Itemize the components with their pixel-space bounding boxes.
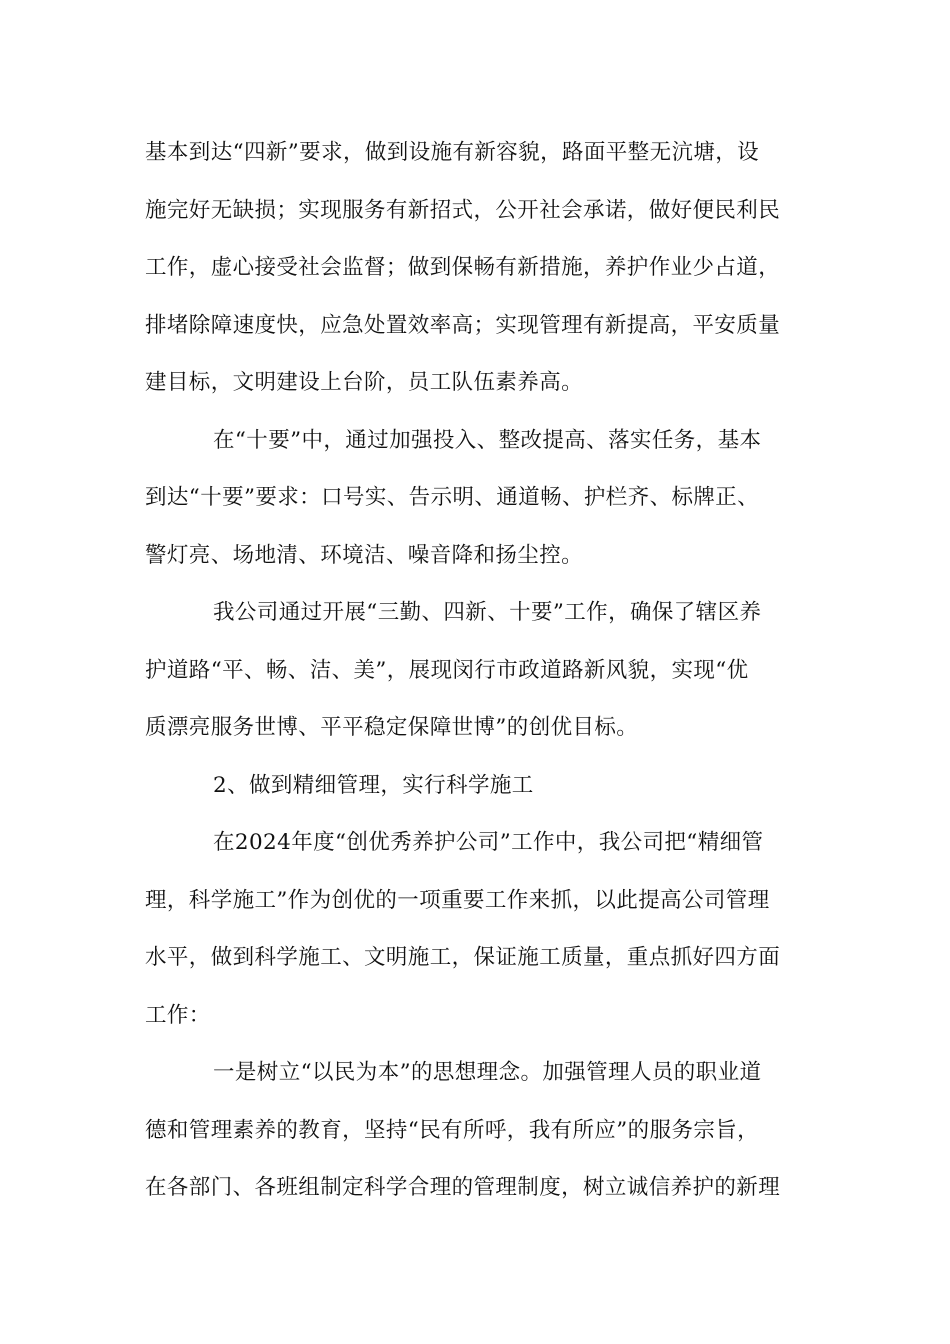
paragraph-line: 警灯亮、场地清、环境洁、噪音降和扬尘控。 bbox=[145, 542, 584, 568]
paragraph-line: 在各部门、各班组制定科学合理的管理制度，树立诚信养护的新理 bbox=[145, 1175, 781, 1200]
paragraph-line: 我公司通过开展“三勤、四新、十要”工作，确保了辖区养 bbox=[213, 600, 762, 625]
paragraph-line: 工作，虚心接受社会监督；做到保畅有新措施，养护作业少占道， bbox=[145, 255, 781, 280]
paragraph-line: 基本到达“四新”要求，做到设施有新容貌，路面平整无沆塘，设 bbox=[145, 140, 760, 165]
paragraph-line: 在“十要”中，通过加强投入、整改提高、落实任务，基本 bbox=[213, 427, 762, 453]
paragraph-line: 到达“十要”要求：口号实、告示明、通道畅、护栏齐、标牌正、 bbox=[145, 485, 760, 510]
section-heading: 2、做到精细管理，实行科学施工 bbox=[213, 772, 534, 798]
paragraph-line: 施完好无缺损；实现服务有新招式，公开社会承诺，做好便民利民 bbox=[145, 197, 781, 223]
paragraph-line: 一是树立“以民为本”的思想理念。加强管理人员的职业道 bbox=[213, 1060, 762, 1085]
paragraph-line: 护道路“平、畅、洁、美”，展现闵行市政道路新风貌，实现“优 bbox=[145, 657, 749, 683]
paragraph-line: 建目标，文明建设上台阶，员工队伍素养高。 bbox=[145, 370, 584, 395]
document-body bbox=[145, 124, 810, 1217]
paragraph-line: 质漂亮服务世博、平平稳定保障世博”的创优目标。 bbox=[145, 715, 639, 740]
paragraph-line: 水平，做到科学施工、文明施工，保证施工质量，重点抓好四方面 bbox=[145, 945, 781, 970]
paragraph-line: 德和管理素养的教育，坚持“民有所呼，我有所应”的服务宗旨， bbox=[145, 1117, 760, 1143]
paragraph-line: 理，科学施工”作为创优的一项重要工作来抓，以此提高公司管理 bbox=[145, 887, 770, 913]
paragraph-line: 排堵除障速度快，应急处置效率高；实现管理有新提高，平安质量 bbox=[145, 312, 781, 338]
paragraph-line: 工作： bbox=[145, 1002, 211, 1028]
paragraph-line: 在2024年度“创优秀养护公司”工作中，我公司把“精细管 bbox=[213, 830, 764, 855]
